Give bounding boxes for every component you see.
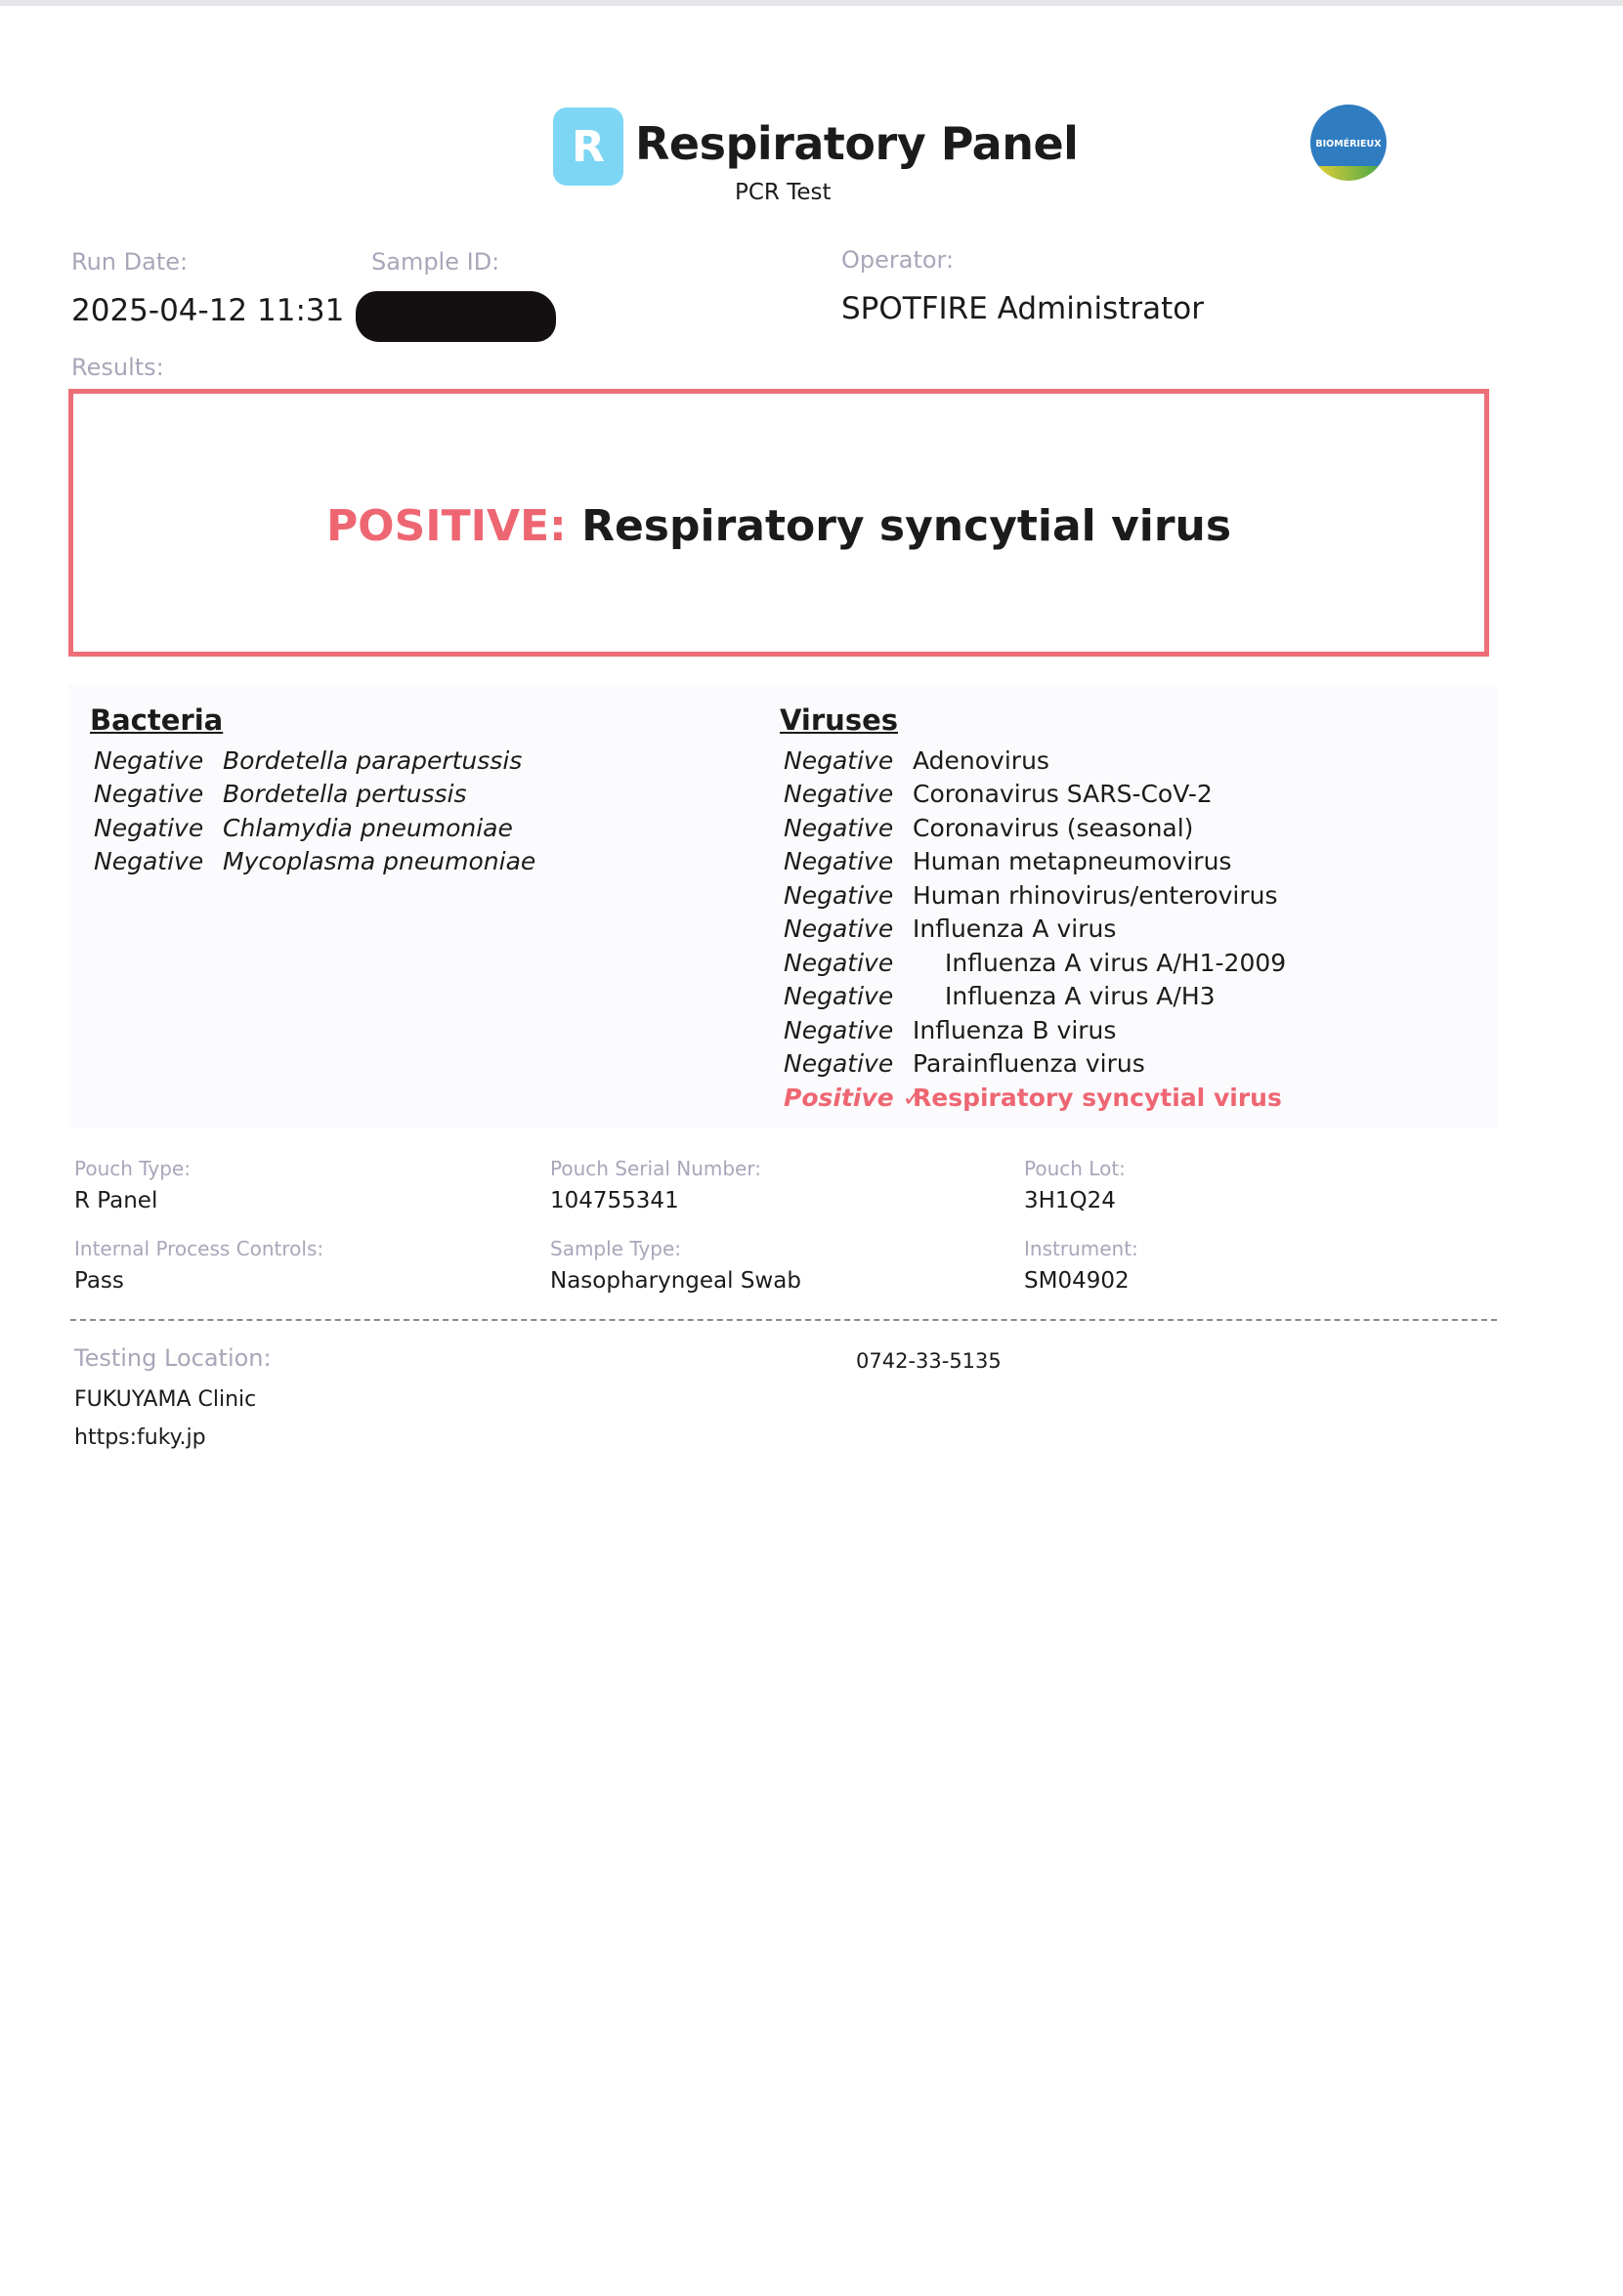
results-label: Results: (71, 354, 164, 381)
ipc-label: Internal Process Controls: (74, 1237, 324, 1260)
result-status: Negative (784, 745, 894, 775)
sample-id-label: Sample ID: (371, 248, 500, 276)
organism-name: Mycoplasma pneumoniae (223, 847, 536, 876)
pouch-lot-value: 3H1Q24 (1024, 1188, 1116, 1213)
result-status: Negative (784, 780, 894, 809)
run-date-value: 2025-04-12 11:31 (71, 293, 345, 328)
organism-name: Parainfluenza virus (913, 1049, 1145, 1079)
panel-badge-icon (553, 107, 623, 186)
logo-text: BIOMÉRIEUX (1315, 139, 1382, 149)
list-item (784, 1013, 1468, 1047)
list-item (784, 878, 1468, 913)
list-item (94, 811, 719, 845)
organism-name: Bordetella pertussis (223, 780, 467, 809)
biomerieux-logo (1309, 104, 1388, 193)
list-item (94, 778, 719, 812)
result-status: Negative (94, 745, 204, 775)
result-status: Negative (94, 780, 204, 809)
result-status: Negative (784, 813, 894, 842)
pouch-serial-value: 104755341 (550, 1188, 679, 1213)
list-item (94, 744, 719, 778)
result-status: Negative (784, 880, 894, 910)
testing-location-label: Testing Location: (74, 1344, 272, 1372)
organism-name: Influenza A virus A/H1-2009 (945, 948, 1287, 977)
organism-name: Adenovirus (913, 745, 1049, 775)
sample-id-redaction (356, 291, 556, 342)
result-status: Negative (784, 1049, 894, 1079)
bacteria-heading: Bacteria (90, 703, 224, 737)
sample-type-label: Sample Type: (550, 1237, 682, 1260)
organism-name: Human rhinovirus/enterovirus (913, 880, 1278, 910)
result-organism: Respiratory syncytial virus (581, 500, 1232, 551)
result-status: Negative (784, 948, 894, 977)
organism-name: Influenza B virus (913, 1015, 1117, 1044)
organism-name: Respiratory syncytial virus (913, 1083, 1282, 1112)
list-item (784, 980, 1468, 1014)
list-item (784, 744, 1468, 778)
section-divider (70, 1319, 1497, 1321)
list-item (784, 1047, 1468, 1082)
result-status: Negative (94, 813, 204, 842)
pouch-lot-label: Pouch Lot: (1024, 1157, 1126, 1180)
operator-label: Operator: (841, 246, 955, 274)
list-item (784, 778, 1468, 812)
list-item (94, 845, 719, 879)
organism-name: Coronavirus SARS-CoV-2 (913, 780, 1213, 809)
pouch-type-value: R Panel (74, 1188, 158, 1213)
list-item (784, 913, 1468, 947)
list-item-positive (784, 1081, 1468, 1115)
instrument-value: SM04902 (1024, 1268, 1130, 1294)
result-status: Negative (784, 982, 894, 1011)
ipc-value: Pass (74, 1268, 124, 1294)
result-status: Negative (784, 847, 894, 876)
report-title: Respiratory Panel (635, 117, 1079, 170)
organism-name: Chlamydia pneumoniae (223, 813, 513, 842)
bacteria-list (94, 744, 719, 878)
clinic-url: https:fuky.jp (74, 1425, 206, 1450)
organism-name: Influenza A virus A/H3 (945, 982, 1216, 1011)
result-status: Negative (94, 847, 204, 876)
result-status: Negative (784, 914, 894, 944)
organism-name: Coronavirus (seasonal) (913, 813, 1194, 842)
page-top-edge (0, 0, 1623, 6)
badge-letter: R (572, 121, 605, 172)
list-item (784, 811, 1468, 845)
result-summary (326, 501, 1231, 551)
result-summary-box (68, 389, 1489, 657)
viruses-list (784, 744, 1468, 1115)
operator-value: SPOTFIRE Administrator (841, 291, 1204, 326)
clinic-phone: 0742-33-5135 (856, 1349, 1002, 1373)
pouch-type-label: Pouch Type: (74, 1157, 191, 1180)
list-item (784, 946, 1468, 980)
sample-type-value: Nasopharyngeal Swab (550, 1268, 801, 1294)
run-date-label: Run Date: (71, 248, 189, 276)
organism-name: Bordetella parapertussis (223, 745, 523, 775)
viruses-heading: Viruses (780, 703, 899, 737)
organism-name: Influenza A virus (913, 914, 1117, 944)
result-status: Negative (784, 1015, 894, 1044)
result-status: POSITIVE: (325, 500, 567, 551)
clinic-name: FUKUYAMA Clinic (74, 1387, 257, 1412)
organism-name: Human metapneumovirus (913, 847, 1232, 876)
pouch-serial-label: Pouch Serial Number: (550, 1157, 761, 1180)
report-subtitle: PCR Test (735, 180, 832, 205)
instrument-label: Instrument: (1024, 1237, 1138, 1260)
list-item (784, 845, 1468, 879)
result-status: Positive ✓ (784, 1083, 923, 1112)
